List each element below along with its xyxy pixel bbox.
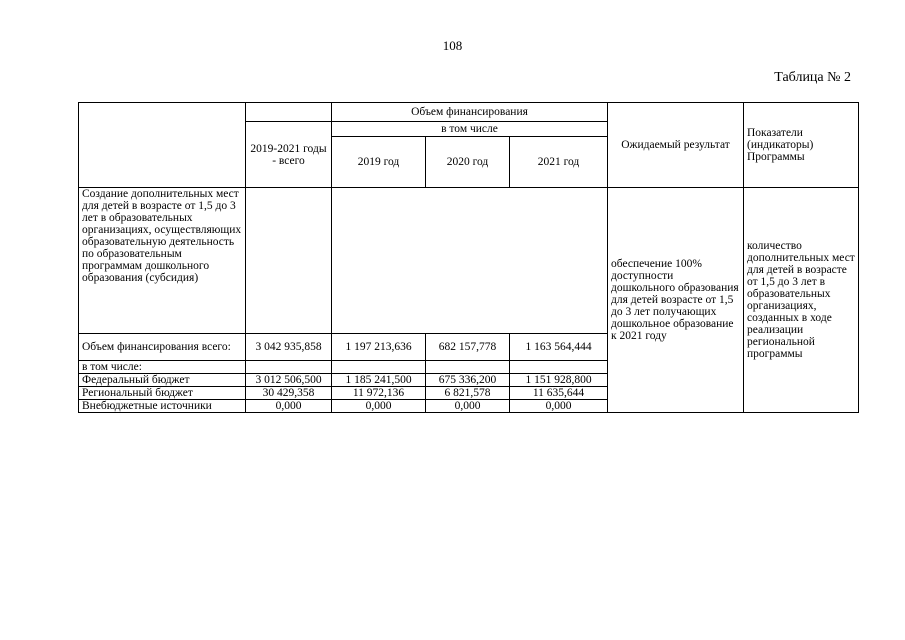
header-indicators: Показатели (индикаторы) Программы	[744, 103, 859, 188]
header-year-2019: 2019 год	[332, 137, 426, 188]
row-2019: 11 972,136	[332, 387, 426, 400]
row-2021: 1 163 564,444	[510, 334, 608, 361]
row-2021	[510, 361, 608, 374]
row-total: 30 429,358	[246, 387, 332, 400]
header-funding-group: Объем финансирования	[332, 103, 608, 122]
row-2020	[426, 361, 510, 374]
activity-years-cell	[332, 188, 608, 334]
page-number: 108	[442, 38, 463, 53]
row-total: 3 042 935,858	[246, 334, 332, 361]
header-total: 2019-2021 годы - всего	[246, 122, 332, 188]
row-label: Объем финансирования всего:	[79, 334, 246, 361]
row-2020: 6 821,578	[426, 387, 510, 400]
row-2020: 0,000	[426, 400, 510, 413]
row-2019: 0,000	[332, 400, 426, 413]
row-label: Федеральный бюджет	[79, 374, 246, 387]
header-blank-cell	[246, 103, 332, 122]
funding-table	[78, 102, 859, 413]
row-total	[246, 361, 332, 374]
row-2020: 682 157,778	[426, 334, 510, 361]
header-year-2020: 2020 год	[426, 137, 510, 188]
row-2019	[332, 361, 426, 374]
table-caption: Таблица № 2	[774, 70, 851, 85]
row-2019: 1 185 241,500	[332, 374, 426, 387]
row-2021: 1 151 928,800	[510, 374, 608, 387]
activity-description: Создание дополнительных мест для детей в возрасте от 1,5 до 3 лет в образовательных организациях, осуществляющих образовательную деятельность по образовательным программам дошкольного образования (субсидия)	[79, 188, 246, 334]
row-2019: 1 197 213,636	[332, 334, 426, 361]
row-label: Региональный бюджет	[79, 387, 246, 400]
activity-total-cell	[246, 188, 332, 334]
row-total: 0,000	[246, 400, 332, 413]
row-2021: 0,000	[510, 400, 608, 413]
row-2020: 675 336,200	[426, 374, 510, 387]
expected-result-text: обеспечение 100% доступности дошкольного образования для детей возрасте от 1,5 до 3 лет получающих дошкольное образование к 2021 году	[608, 188, 744, 413]
row-total: 3 012 506,500	[246, 374, 332, 387]
header-year-2021: 2021 год	[510, 137, 608, 188]
row-label: в том числе:	[79, 361, 246, 374]
header-including: в том числе	[332, 122, 608, 137]
indicator-text: количество дополнительных мест для детей в возрасте от 1,5 до 3 лет в образовательных организациях, созданных в ходе реализации региональной программы	[744, 188, 859, 413]
header-activity-cell	[79, 103, 246, 188]
header-expected-result: Ожидаемый результат	[608, 103, 744, 188]
row-2021: 11 635,644	[510, 387, 608, 400]
row-label: Внебюджетные источники	[79, 400, 246, 413]
